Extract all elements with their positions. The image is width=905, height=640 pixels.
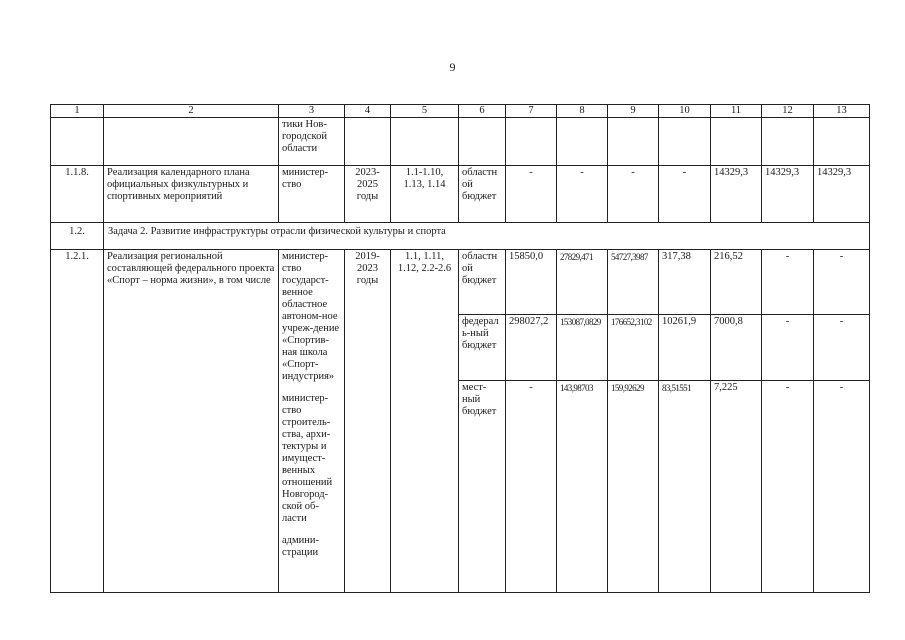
activity-name: Реализация календарного плана официальных физкультурных и спортивных мероприятий [104,166,279,223]
task-heading: Задача 2. Развитие инфраструктуры отрасли физической культуры и спорта [104,223,870,250]
value-cell: 317,38 [659,250,711,315]
value-cell: 176652,3102 [608,314,659,381]
value-cell: 7,225 [711,381,762,593]
value-cell: - [814,314,870,381]
value-cell: - [762,381,814,593]
responsible-administrations: админи-страции [282,535,320,558]
responsible-cell: министер-ство [279,166,345,223]
source-cell: федераль-ный бюджет [459,314,506,381]
program-table [50,104,870,593]
table-row-1-2 [51,223,870,250]
responsible-school: государст-венное областное автоном-ное учреж-дение «Спортив-ная школа «Спорт-индустрия» [282,275,340,382]
header-cell: 5 [391,105,459,118]
value-cell: - [762,314,814,381]
value-cell: 15850,0 [506,250,557,315]
header-row [51,105,870,118]
value-cell: 298027,2 [506,314,557,381]
value-cell: 54727,3987 [608,250,659,315]
value-cell: - [557,166,608,223]
value-cell: 14329,3 [762,166,814,223]
header-cell: 4 [345,105,391,118]
value-cell: 216,52 [711,250,762,315]
row-number: 1.2.1. [51,250,104,593]
header-cell: 1 [51,105,104,118]
value-cell: - [762,250,814,315]
responsible-construction: министер-ство строитель-ства, архи-тектуры и имущест-венных отношений Новгород-ской об-ласти [282,393,333,524]
header-cell: 11 [711,105,762,118]
targets-cell: 1.1, 1.11, 1.12, 2.2-2.6 [391,250,459,593]
period-cell: 2019-2023 годы [345,250,391,593]
value-cell: 27829,471 [557,250,608,315]
source-cell: областной бюджет [459,250,506,315]
value-cell: 143,98703 [557,381,608,593]
targets-cell: 1.1-1.10, 1.13, 1.14 [391,166,459,223]
value-cell: 7000,8 [711,314,762,381]
header-cell: 12 [762,105,814,118]
value-cell: 153087,0829 [557,314,608,381]
table-row-1-1-8 [51,166,870,223]
row-number: 1.1.8. [51,166,104,223]
header-cell: 2 [104,105,279,118]
continuation-row [51,118,870,166]
value-cell: 14329,3 [814,166,870,223]
header-cell: 7 [506,105,557,118]
responsible-cell [279,250,345,593]
value-cell: 83,51551 [659,381,711,593]
source-cell: мест-ный бюджет [459,381,506,593]
page-number: 9 [449,60,456,74]
value-cell: 159,92629 [608,381,659,593]
header-cell: 13 [814,105,870,118]
header-cell: 3 [279,105,345,118]
source-cell: областной бюджет [459,166,506,223]
value-cell: - [814,381,870,593]
responsible-cell: тики Нов-городской области [279,118,345,166]
header-cell: 6 [459,105,506,118]
value-cell: - [506,166,557,223]
value-cell: 10261,9 [659,314,711,381]
activity-name: Реализация региональной составляющей федерального проекта «Спорт – норма жизни», в том числе [104,250,279,593]
responsible-ministry: министер-ство [282,251,329,274]
row-number: 1.2. [51,223,104,250]
header-cell: 9 [608,105,659,118]
value-cell: - [608,166,659,223]
period-cell: 2023-2025 годы [345,166,391,223]
header-cell: 10 [659,105,711,118]
value-cell: 14329,3 [711,166,762,223]
value-cell: - [814,250,870,315]
value-cell: - [659,166,711,223]
value-cell: - [506,381,557,593]
table-row-1-2-1 [51,250,870,315]
header-cell: 8 [557,105,608,118]
